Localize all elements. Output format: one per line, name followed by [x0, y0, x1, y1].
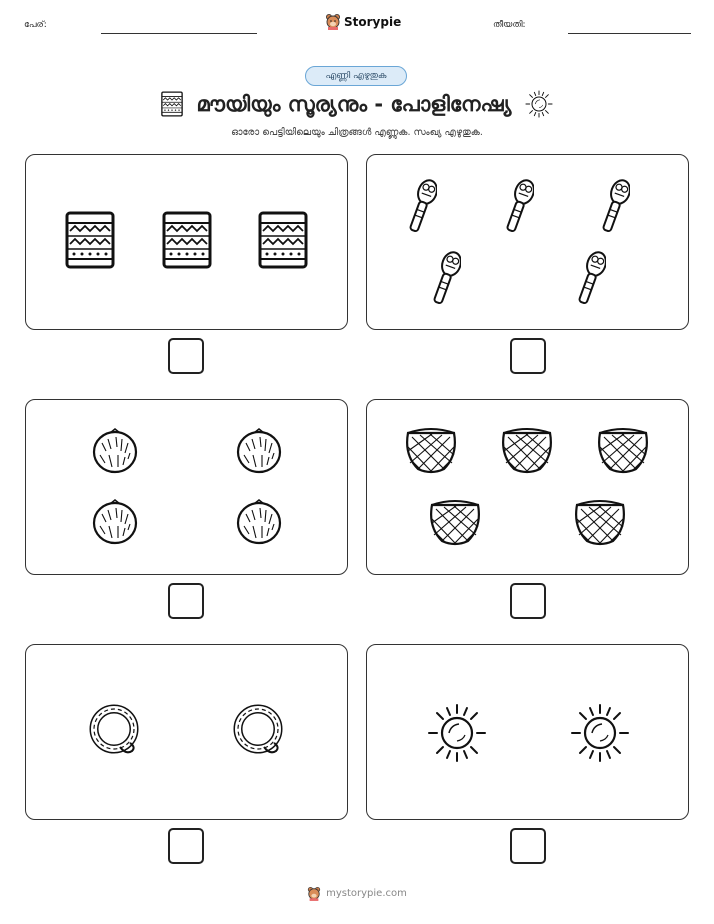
name-label: പേര്:: [24, 20, 47, 30]
net-bag-icon: [596, 425, 650, 475]
count-panel-2: [366, 154, 689, 330]
tapa-cloth-icon: [162, 211, 212, 269]
tapa-cloth-icon: [161, 91, 183, 117]
net-bag-icon: [404, 425, 458, 475]
answer-box-2[interactable]: [510, 338, 546, 374]
rope-coil-icon: [230, 703, 286, 759]
footer-url[interactable]: mystorypie.com: [326, 888, 407, 899]
rope-coil-icon: [86, 703, 142, 759]
sun-icon: [427, 703, 487, 763]
answer-box-5[interactable]: [168, 828, 204, 864]
count-panel-5: [25, 644, 348, 820]
net-bag-icon: [500, 425, 554, 475]
count-panel-3: [25, 399, 348, 575]
club-icon: [600, 177, 630, 237]
coconut-icon: [90, 496, 140, 546]
answer-box-6[interactable]: [510, 828, 546, 864]
bear-icon: [325, 13, 341, 30]
sun-icon: [525, 90, 553, 118]
net-bag-icon: [428, 497, 482, 547]
brand-name: Storypie: [344, 14, 402, 29]
net-bag-icon: [573, 497, 627, 547]
brand-logo: [325, 13, 401, 30]
coconut-icon: [234, 496, 284, 546]
bear-icon: [307, 886, 321, 901]
club-icon: [431, 249, 461, 309]
club-icon: [407, 177, 437, 237]
club-icon: [504, 177, 534, 237]
coconut-icon: [234, 425, 284, 475]
footer: [0, 886, 714, 901]
answer-box-4[interactable]: [510, 583, 546, 619]
tapa-cloth-icon: [65, 211, 115, 269]
date-line[interactable]: [568, 33, 691, 34]
count-panel-1: [25, 154, 348, 330]
coconut-icon: [90, 425, 140, 475]
page-title: മൗയിയും സൂര്യനും - പോളിനേഷ്യ: [196, 91, 512, 116]
club-icon: [576, 249, 606, 309]
title-row: [0, 90, 714, 118]
date-label: തീയതി:: [493, 20, 526, 30]
answer-box-3[interactable]: [168, 583, 204, 619]
instructions: ഓരോ പെട്ടിയിലെയും ചിത്രങ്ങൾ എണ്ണുക. സംഖ്യ എഴുതുക.: [231, 127, 483, 138]
answer-box-1[interactable]: [168, 338, 204, 374]
activity-badge: എണ്ണി എഴുതുക: [305, 66, 407, 86]
name-line[interactable]: [101, 33, 257, 34]
count-panel-4: [366, 399, 689, 575]
tapa-cloth-icon: [258, 211, 308, 269]
sun-icon: [570, 703, 630, 763]
count-panel-6: [366, 644, 689, 820]
